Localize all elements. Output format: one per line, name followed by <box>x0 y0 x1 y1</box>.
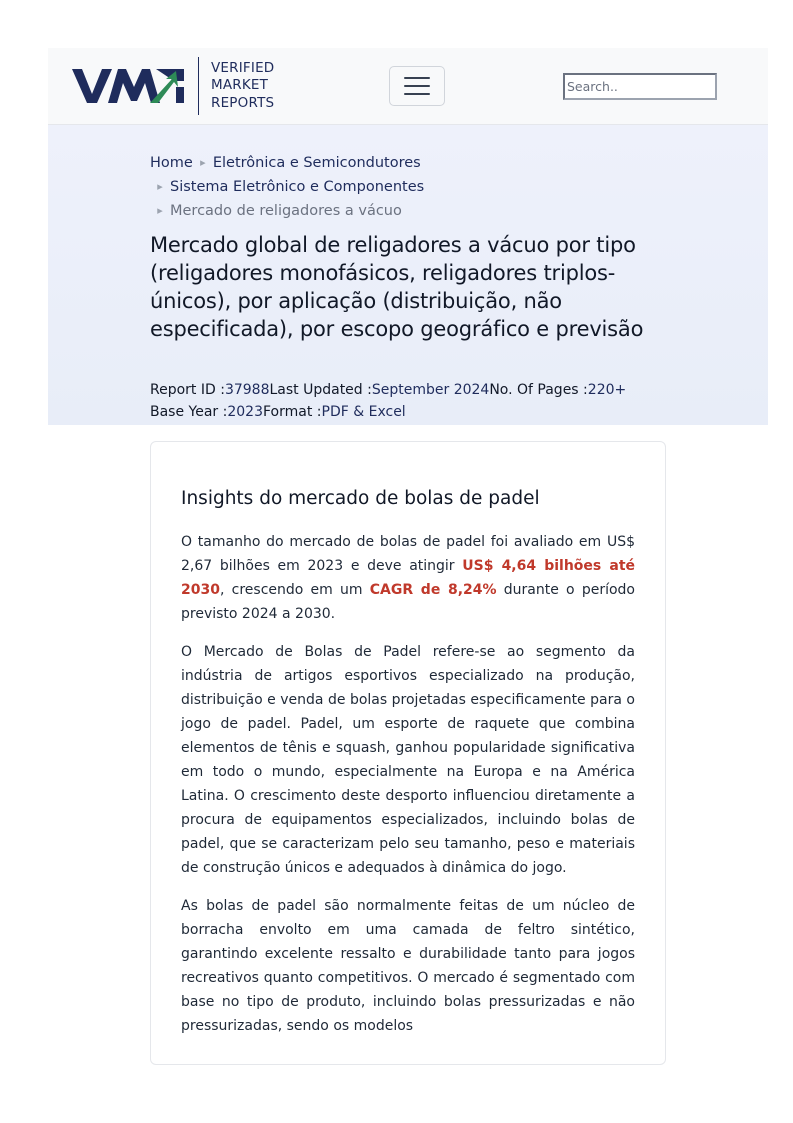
hamburger-icon <box>404 85 430 87</box>
breadcrumb-subcategory[interactable]: Sistema Eletrônico e Componentes <box>170 179 425 195</box>
brand-name-line: VERIFIED <box>211 59 275 76</box>
paragraph: As bolas de padel são normalmente feitas de um núcleo de borracha envolto em uma camada de feltro sintético, garantindo excelente ressalto e durabilidade tanto para jogos recreativos quanto competitivos. O mercado é segmentado com base no tipo de produto, incluindo bolas pressurizadas e não pressurizadas, sendo os modelos <box>181 898 635 1034</box>
chevron-right-icon: ▸ <box>200 156 206 169</box>
brand-logo[interactable] <box>72 56 274 116</box>
format-value: PDF & Excel <box>321 404 406 420</box>
chevron-right-icon: ▸ <box>157 180 163 193</box>
paragraph: O Mercado de Bolas de Padel refere-se ao segmento da indústria de artigos esportivos especializado na produção, distribuição e venda de bolas projetadas especificamente para o jogo de padel. Padel, um esporte de raquete que combina elementos de tênis e squash, ganhou popularidade significativa em todo o mundo, especialmente na Europa e na América Latina. O crescimento deste desporto influenciou diretamente a procura de equipamentos especializados, incluindo bolas de padel, que se caracterizam pelo seu tamanho, peso e materiais de construção únicos e adequados à dinâmica do jogo. <box>181 644 635 876</box>
brand-name <box>211 60 274 113</box>
logo-divider <box>198 57 199 115</box>
report-id-value: 37988 <box>224 382 270 398</box>
paragraph-text: durante o período previsto 2024 a 2030. <box>181 582 635 622</box>
hamburger-icon <box>404 93 430 95</box>
chevron-right-icon: ▸ <box>157 204 163 217</box>
breadcrumb-category[interactable]: Eletrônica e Semicondutores <box>212 155 421 171</box>
hamburger-icon <box>404 77 430 79</box>
brand-name-line: REPORTS <box>211 94 275 111</box>
highlight-market-value: US$ 4,64 bilhões até 2030 <box>181 558 636 598</box>
breadcrumb-home[interactable]: Home <box>150 155 193 171</box>
report-id-label: Report ID : <box>150 382 225 398</box>
paragraph-text: , crescendo em um <box>219 582 370 598</box>
last-updated-value: September 2024 <box>371 382 490 398</box>
insights-heading: Insights do mercado de bolas de padel <box>181 488 540 509</box>
insights-card <box>150 441 666 1065</box>
pages-label: No. Of Pages : <box>489 382 588 398</box>
site-header <box>48 48 768 125</box>
highlight-cagr: CAGR de 8,24% <box>369 582 497 598</box>
base-year-value: 2023 <box>227 404 263 420</box>
breadcrumb <box>150 151 424 223</box>
brand-name-line: MARKET <box>211 77 269 94</box>
paragraph <box>181 530 635 626</box>
last-updated-label: Last Updated : <box>269 382 372 398</box>
report-meta <box>150 379 626 423</box>
breadcrumb-current: Mercado de religadores a vácuo <box>170 203 402 219</box>
search-input[interactable] <box>563 73 717 100</box>
format-label: Format : <box>263 404 322 420</box>
menu-toggle-button[interactable] <box>389 66 445 106</box>
pages-value: 220+ <box>587 382 627 398</box>
report-hero <box>48 125 768 425</box>
page-title: Mercado global de religadores a vácuo por tipo (religadores monofásicos, religadores triplos-únicos), por aplicação (distribuição, não especificada), por escopo geográfico e previsão <box>150 233 644 341</box>
base-year-label: Base Year : <box>150 404 228 420</box>
insights-body <box>181 530 635 1052</box>
paragraph-text: O tamanho do mercado de bolas de padel foi avaliado em US$ 2,67 bilhões em 2023 e deve atingir <box>181 534 635 574</box>
vmr-logo-icon <box>72 67 184 105</box>
